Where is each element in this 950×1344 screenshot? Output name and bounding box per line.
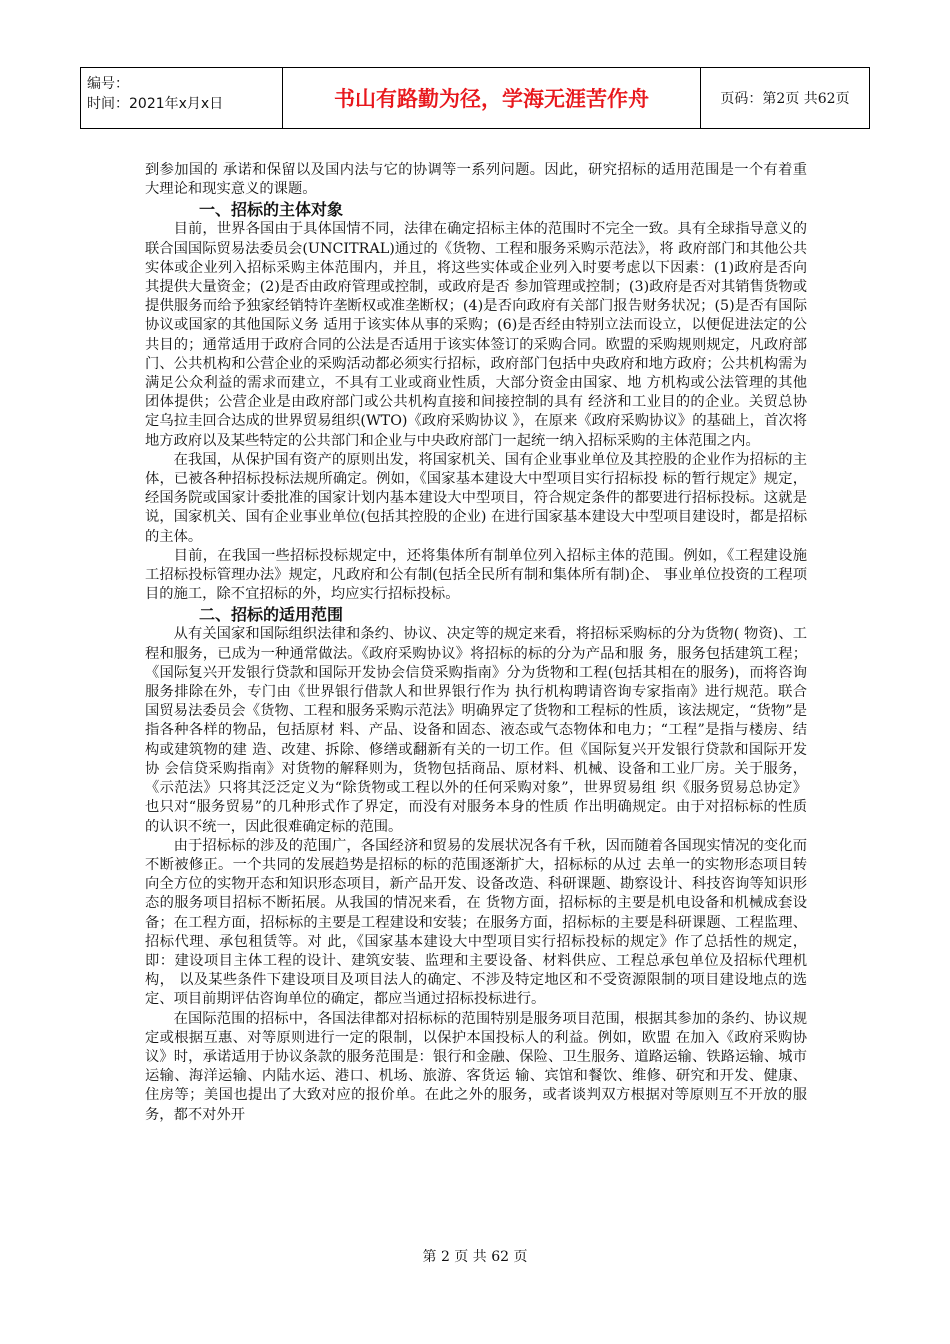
document-body xyxy=(145,161,807,1125)
section-heading: 一、招标的主体对象 xyxy=(199,200,344,220)
page-header xyxy=(80,67,870,129)
paragraph: 在我国，从保护国有资产的原则出发，将国家机关、国有企业事业单位及其控股的企业作为招标的主体，已被各种招标投标法规所确定。例如，《国家基本建设大中型项目实行招标投 标的暂行规定》规定，经国务院或国家计委批准的国家计划内基本建设大中型项目，符合规定条件的都要进行招标投标。这就是说，国家机关、国有企业事业单位(包括其控股的企业) 在进行国家基本建设大中型项目建设时，都是招标的主体。 xyxy=(145,451,807,545)
paragraph: 目前，在我国一些招标投标规定中，还将集体所有制单位列入招标主体的范围。例如，《工程建设施工招标投标管理办法》规定，凡政府和公有制(包括全民所有制和集体所有制)企、 事业单位投资的工程项目的施工，除不宜招标的外，均应实行招标投标。 xyxy=(145,547,807,603)
section-heading: 二、招标的适用范围 xyxy=(199,605,344,625)
time-label: 时间：2021年x月x日 xyxy=(87,96,224,112)
page-footer: 第 2 页 共 62 页 xyxy=(422,1249,528,1265)
header-meta xyxy=(81,68,283,128)
paragraph: 目前，世界各国由于具体国情不同，法律在确定招标主体的范围时不完全一致。具有全球指导意义的联合国国际贸易法委员会(UNCITRAL)通过的《货物、工程和服务采购示范法》，将 政府部门和其他公共实体或企业列入招标采购主体范围内，并且，将这些实体或企业列入时要考虑以下因素：(1)政府是否向其提供大量资金；(2)是否由政府管理或控制，或政府是否 参加管理或控制；(3)政府是否对其销售货物或提供服务而给予独家经销特许垄断权或准垄断权；(4)是否向政府有关部门报告财务状况；(5)是否有国际协议或国家的其他国际义务 适用于该实体从事的采购；(6)是否经由特别立法而设立，以便促进法定的公共目的；通常适用于政府合同的公法是否适用于该实体签订的采购合同。欧盟的采购规则规定，凡政府部 门、公共机构和公营企业的采购活动都必须实行招标，政府部门包括中央政府和地方政府；公共机构需为满足公众利益的需求而建立，不具有工业或商业性质，大部分资金由国家、地 方机构或公法管理的其他团体提供；公营企业是由政府部门或公共机构直接和间接控制的具有 经济和工业目的的企业。关贸总协定乌拉圭回合达成的世界贸易组织(WTO)《政府采购协议 》，在原来《政府采购协议》的基础上，首次将地方政府以及某些特定的公共部门和企业与中央政府部门一起统一纳入招标采购的主体范围之内。 xyxy=(145,221,807,449)
header-motto: 书山有路勤为径，学海无涯苦作舟 xyxy=(283,68,701,128)
header-page-info: 页码：第2页 共62页 xyxy=(720,91,850,107)
paragraph: 从有关国家和国际组织法律和条约、协议、决定等的规定来看，将招标采购标的分为货物( 物资)、工程和服务，已成为一种通常做法。《政府采购协议》将招标的标的分为产品和服 务，服务包括建筑工程；《国际复兴开发银行贷款和国际开发协会信贷采购指南》分为货物和工程(包括其相在的服务)，而将咨询服务排除在外，专门由《世界银行借款人和世界银行作为 执行机构聘请咨询专家指南》进行规范。联合国贸易法委员会《货物、工程和服务采购示范法》明确界定了货物和工程标的性质，该法规定，“货物”是指各种各样的物品，包括原材 料、产品、设备和固态、液态或气态物体和电力；“工程”是指与楼房、结构或建筑物的建 造、改建、拆除、修缮或翻新有关的一切工作。但《国际复兴开发银行贷款和国际开发协 会信贷采购指南》对货物的解释则为，货物包括商品、原材料、机械、设备和工业厂房。关于服务，《示范法》只将其泛泛定义为“除货物或工程以外的任何采购对象”，世界贸易组 织《服务贸易总协定》也只对“服务贸易”的几种形式作了界定，而没有对服务本身的性质 作出明确规定。由于对招标标的性质的认识不统一，因此很难确定标的范围。 xyxy=(145,626,807,835)
paragraph: 到参加国的 承诺和保留以及国内法与它的协调等一系列问题。因此，研究招标的适用范围是一个有着重大理论和现实意义的课题。 xyxy=(145,162,807,198)
paragraph: 在国际范围的招标中，各国法律都对招标标的范围特别是服务项目范围，根据其参加的条约、协议规定或根据互惠、对等原则进行一定的限制，以保护本国投标人的利益。例如，欧盟 在加入《政府采购协议》时，承诺适用于协议条款的服务范围是：银行和金融、保险、卫生服务、道路运输、铁路运输、城市运输、海洋运输、内陆水运、港口、机场、旅游、客货运 输、宾馆和餐饮、维修、研究和开发、健康、住房等；美国也提出了大致对应的报价单。在此之外的服务，或者谈判双方根据对等原则互不开放的服务，都不对外开 xyxy=(145,1010,807,1123)
paragraph: 由于招标标的涉及的范围广，各国经济和贸易的发展状况各有千秋，因而随着各国现实情况的变化而不断被修正。一个共同的发展趋势是招标的标的范围逐渐扩大，招标标的从过 去单一的实物形态项目转向全方位的实物开态和知识形态项目，新产品开发、设备改造、科研课题、勘察设计、科技咨询等知识形态的服务项目招标不断拓展。从我国的情况来看，在 货物方面，招标标的主要是机电设备和机械成套设备；在工程方面，招标标的主要是工程建设和安装；在服务方面，招标标的主要是科研课题、工程监理、招标代理、承包租赁等。对 此，《国家基本建设大中型项目实行招标投标的规定》作了总括性的规定，即：建设项目主体工程的设计、建筑安装、监理和主要设备、材料供应、工程总承包单位及招标代理机构， 以及某些条件下建设项目及项目法人的确定、不涉及特定地区和不受资源限制的项目建设地点的选定、项目前期评估咨询单位的确定，都应当通过招标投标进行。 xyxy=(145,837,807,1008)
code-label: 编号： xyxy=(87,76,129,92)
